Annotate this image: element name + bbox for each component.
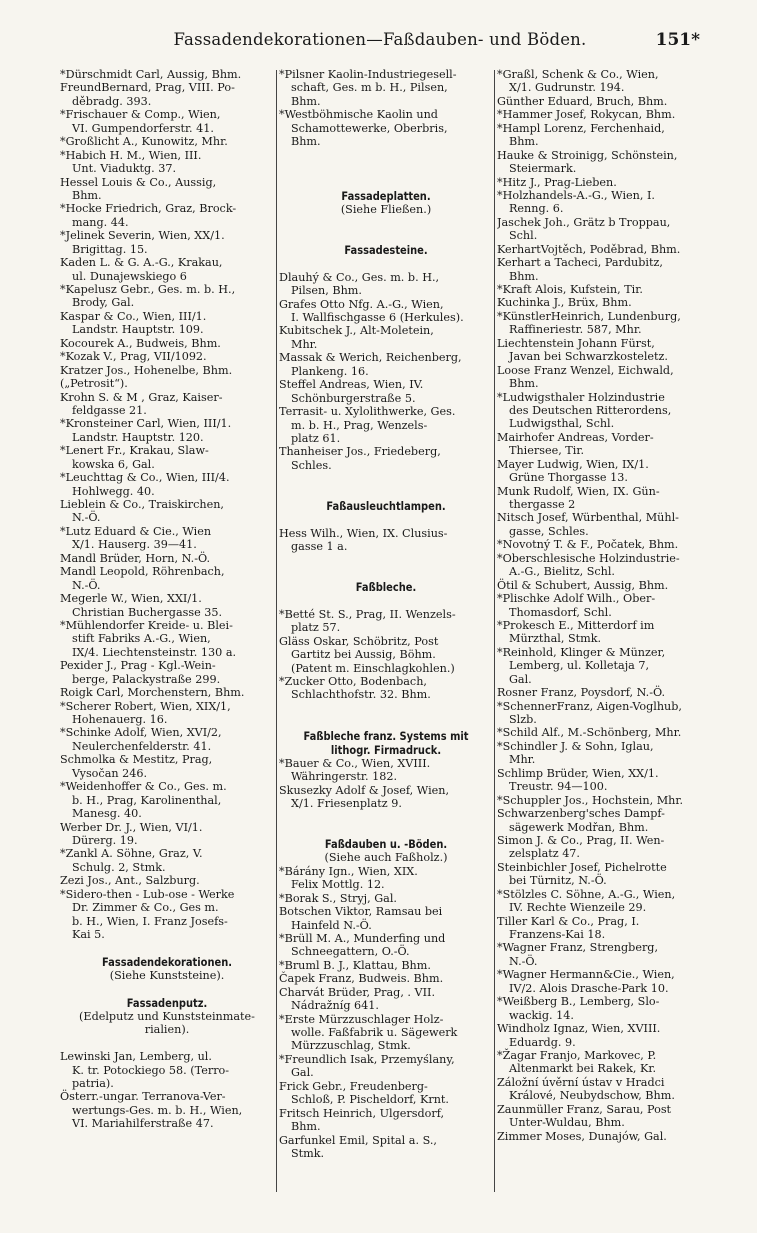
- section-heading: Fassadendekorationen.: [101, 954, 233, 969]
- entry-line: Werber Dr. J., Wien, VI/1.: [60, 820, 203, 834]
- entry-continuation: Lemberg, ul. Kolletaja 7,: [509, 659, 650, 673]
- entry-line: Pexider J., Prag - Kgl.-Wein-: [60, 659, 216, 673]
- entry-continuation: Javan bei Schwarzkosteletz.: [509, 350, 668, 364]
- entry-line: *Bárány Ign., Wien, XIX.: [279, 864, 418, 878]
- section-note: rialien).: [144, 1023, 190, 1037]
- entry-line: *Oberschlesische Holzindustrie-: [497, 551, 680, 565]
- entry-continuation: Schamottewerke, Oberbris,: [291, 121, 448, 135]
- entry-continuation: Landstr. Hauptstr. 120.: [72, 430, 204, 444]
- entry-line: *Jelinek Severin, Wien, XX/1.: [60, 229, 225, 243]
- spacer: [279, 553, 493, 566]
- entry-line: Charvát Brüder, Prag, . VII.: [279, 985, 436, 999]
- entry-continuation: Brigittag. 15.: [72, 242, 148, 256]
- section-note: (Siehe Kunststeine).: [109, 968, 225, 982]
- entry-line: Mairhofer Andreas, Vorder-: [497, 430, 654, 444]
- entry-line: Frick Gebr., Freudenberg-: [279, 1079, 428, 1093]
- entry-line: Skusezky Adolf & Josef, Wien,: [279, 783, 450, 797]
- entry-line: KerhartVojtěch, Poděbrad, Bhm.: [497, 242, 681, 256]
- entry-line: Schmolka & Mestitz, Prag,: [60, 753, 213, 767]
- entry-line: Rosner Franz, Poysdorf, N.-Ö.: [497, 686, 666, 700]
- entry-continuation: Plankeng. 16.: [291, 364, 369, 378]
- entry-continuation: Bhm.: [509, 377, 539, 391]
- entry-line: *Žagar Franjo, Markovec, P.: [497, 1048, 657, 1062]
- entry-line: *Pilsner Kaolin-Industriegesell-: [279, 68, 457, 81]
- entry-continuation: Grüne Thorgasse 13.: [509, 471, 628, 485]
- entry-continuation: Steiermark.: [509, 162, 577, 176]
- section-heading: lithogr. Firmadruck.: [330, 742, 442, 757]
- directory-column-2: [279, 68, 493, 1160]
- entry-line: Liechtenstein Johann Fürst,: [497, 336, 655, 350]
- entry-line: Hess Wilh., Wien, IX. Clusius-: [279, 526, 448, 540]
- entry-continuation: Gal.: [291, 1066, 314, 1080]
- entry-line: *Mühlendorfer Kreide- u. Blei-: [60, 618, 233, 632]
- entry-continuation: Mhr.: [509, 753, 536, 767]
- entry-line: *Schindler J. & Sohn, Iglau,: [497, 739, 654, 753]
- entry-line: *Dürschmidt Carl, Aussig, Bhm.: [60, 68, 242, 81]
- entry-continuation: ul. Dunajewskiego 6: [72, 269, 187, 283]
- entry-line: Tiller Karl & Co., Prag, I.: [497, 914, 640, 928]
- entry-continuation: Thiersee, Tir.: [509, 444, 585, 458]
- entry-line: Munk Rudolf, Wien, IX. Gün-: [497, 484, 660, 498]
- entry-continuation: IV/2. Alois Drasche-Park 10.: [509, 981, 669, 995]
- entry-line: *Frischauer & Comp., Wien,: [60, 108, 221, 122]
- entry-line: *Lenert Fr., Krakau, Slaw-: [60, 444, 209, 458]
- entry-continuation: I. Wallfischgasse 6 (Herkules).: [291, 311, 464, 324]
- entry-line: Kaden L. & G. A.-G., Krakau,: [60, 256, 223, 270]
- entry-continuation: K. tr. Potockiego 58. (Terro-: [72, 1063, 230, 1077]
- entry-line: Zimmer Moses, Dunajów, Gal.: [497, 1129, 667, 1143]
- entry-continuation: platz 61.: [291, 431, 341, 445]
- entry-continuation: thergasse 2: [509, 498, 576, 511]
- entry-continuation: Ludwigsthal, Schl.: [509, 417, 615, 431]
- entry-continuation: b. H., Wien, I. Franz Josefs-: [72, 914, 228, 928]
- entry-line: Loose Franz Wenzel, Eichwald,: [497, 363, 674, 377]
- entry-line: Schlimp Brüder, Wien, XX/1.: [497, 766, 659, 780]
- section-heading: Fassadesteine.: [344, 243, 428, 258]
- entry-continuation: feldgasse 21.: [72, 403, 147, 417]
- entry-continuation: bei Türnitz, N.-Ö.: [509, 874, 607, 888]
- entry-line: *SchennerFranz, Aigen-Voglhub,: [497, 699, 682, 713]
- entry-line: *Plischke Adolf Wilh., Ober-: [497, 592, 656, 606]
- section-heading: Fassadeplatten.: [341, 188, 431, 203]
- entry-line: *Borak S., Stryj, Gal.: [279, 891, 397, 905]
- spacer: [279, 472, 493, 485]
- entry-continuation: berge, Palackystraße 299.: [72, 672, 221, 686]
- entry-continuation: Schl.: [509, 229, 538, 243]
- entry-continuation: A.-G., Bielitz, Schl.: [509, 565, 615, 579]
- entry-line: Botschen Viktor, Ramsau bei: [279, 905, 443, 919]
- entry-continuation: Dr. Zimmer & Co., Ges m.: [72, 901, 219, 915]
- entry-continuation: mang. 44.: [72, 215, 129, 229]
- entry-continuation: děbradg. 393.: [72, 94, 152, 108]
- entry-line: *Zankl A. Söhne, Graz, V.: [60, 847, 203, 861]
- entry-line: Kerhart a Tacheci, Pardubitz,: [497, 256, 663, 270]
- entry-line: *Ludwigsthaler Holzindustrie: [497, 390, 665, 404]
- spacer: [279, 513, 493, 526]
- entry-continuation: X/1. Gudrunstr. 194.: [509, 81, 625, 95]
- entry-line: Lieblein & Co., Traiskirchen,: [60, 498, 224, 511]
- entry-line: Megerle W., Wien, XXI/1.: [60, 592, 202, 606]
- entry-line: *Bruml B. J., Klattau, Bhm.: [279, 958, 431, 972]
- page-title: Fassadendekorationen—Faßdauben- und Böden.: [173, 30, 587, 49]
- entry-continuation: Treustr. 94—100.: [509, 780, 608, 794]
- entry-line: *Scherer Robert, Wien, XIX/1,: [60, 699, 231, 713]
- entry-continuation: stift Fabriks A.-G., Wien,: [72, 632, 211, 646]
- entry-line: *Kapelusz Gebr., Ges. m. b. H.,: [60, 283, 236, 296]
- entry-continuation: patria).: [72, 1076, 114, 1090]
- entry-continuation: Bhm.: [291, 1120, 321, 1134]
- entry-line: Mayer Ludwig, Wien, IX/1.: [497, 457, 649, 471]
- entry-line: *Hocke Friedrich, Graz, Brock-: [60, 202, 237, 216]
- entry-continuation: m. b. H., Prag, Wenzels-: [291, 418, 428, 432]
- spacer: [279, 162, 493, 175]
- entry-line: Hessel Louis & Co., Aussig,: [60, 175, 217, 189]
- entry-continuation: Bhm.: [72, 188, 102, 202]
- entry-continuation: Vysočan 246.: [72, 766, 148, 780]
- section-heading: Faßausleuchtlampen.: [326, 499, 446, 514]
- section-heading: Faßdauben u. -Böden.: [324, 837, 448, 852]
- entry-line: Kubitschek J., Alt-Moletein,: [279, 324, 434, 338]
- column-rule: [276, 70, 277, 1192]
- entry-continuation: Franzens-Kai 18.: [509, 928, 606, 941]
- entry-line: *Freundlich Isak, Przemyślany,: [279, 1052, 455, 1066]
- entry-continuation: gasse 1 a.: [291, 540, 348, 553]
- entry-line: Ötil & Schubert, Aussig, Bhm.: [497, 578, 669, 592]
- entry-continuation: Unt. Viaduktg. 37.: [72, 162, 177, 176]
- entry-continuation: Hohenauerg. 16.: [72, 713, 168, 726]
- entry-line: *Bauer & Co., Wien, XVIII.: [279, 756, 431, 770]
- section-heading: Faßbleche franz. Systems mit: [303, 728, 469, 743]
- page-number: 151*: [655, 30, 700, 50]
- entry-line: Zezi Jos., Ant., Salzburg.: [60, 874, 200, 888]
- spacer: [279, 702, 493, 715]
- entry-line: *Betté St. S., Prag, II. Wenzels-: [279, 607, 456, 621]
- entry-line: *Schild Alf., M.-Schönberg, Mhr.: [497, 726, 682, 740]
- spacer: [279, 257, 493, 270]
- entry-continuation: Landstr. Hauptstr. 109.: [72, 323, 204, 337]
- entry-line: *Leuchttag & Co., Wien, III/4.: [60, 471, 230, 485]
- entry-line: Massak & Werich, Reichenberg,: [279, 351, 462, 365]
- entry-continuation: Schönburgerstraße 5.: [291, 391, 416, 405]
- entry-line: *Weißberg B., Lemberg, Slo-: [497, 995, 660, 1009]
- entry-line: Čapek Franz, Budweis. Bhm.: [279, 972, 444, 986]
- entry-line: Kaspar & Co., Wien, III/1.: [60, 309, 207, 323]
- entry-continuation: platz 57.: [291, 621, 341, 635]
- entry-continuation: Bhm.: [291, 94, 321, 108]
- entry-line: *Weidenhoffer & Co., Ges. m.: [60, 780, 227, 794]
- entry-continuation: Gal.: [509, 672, 532, 686]
- entry-continuation: Mürzzuschlag, Stmk.: [291, 1039, 411, 1053]
- entry-continuation: des Deutschen Ritterordens,: [509, 403, 672, 417]
- entry-line: *Holzhandels-A.-G., Wien, I.: [497, 188, 655, 202]
- page-header: [60, 30, 700, 60]
- entry-line: Fritsch Heinrich, Ulgersdorf,: [279, 1106, 445, 1120]
- entry-continuation: Unter-Wuldau, Bhm.: [509, 1116, 625, 1130]
- entry-line: *Kraft Alois, Kufstein, Tir.: [497, 283, 643, 296]
- section-heading: Fassadenputz.: [126, 995, 208, 1010]
- entry-continuation: Kai 5.: [72, 928, 105, 941]
- entry-line: *Hampl Lorenz, Ferchenhaid,: [497, 121, 665, 135]
- entry-line: *Hammer Josef, Rokycan, Bhm.: [497, 108, 676, 122]
- entry-line: Lewinski Jan, Lemberg, ul.: [60, 1050, 212, 1064]
- entry-line: *Lutz Eduard & Cie., Wien: [60, 524, 212, 538]
- entry-continuation: Pilsen, Bhm.: [291, 284, 362, 298]
- entry-continuation: X/1. Hauserg. 39—41.: [72, 538, 197, 552]
- entry-continuation: Altenmarkt bei Rakek, Kr.: [509, 1062, 657, 1076]
- entry-line: *Schuppler Jos., Hochstein, Mhr.: [497, 793, 684, 807]
- entry-line: *Westböhmische Kaolin und: [279, 108, 438, 122]
- entry-line: Steffel Andreas, Wien, IV.: [279, 378, 424, 392]
- entry-continuation: Mürzthal, Stmk.: [509, 632, 602, 646]
- spacer: [60, 941, 274, 954]
- entry-line: *KünstlerHeinrich, Lundenburg,: [497, 309, 681, 323]
- spacer: [60, 1037, 274, 1050]
- entry-continuation: Brody, Gal.: [72, 296, 135, 310]
- entry-continuation: Christian Buchergasse 35.: [72, 605, 223, 619]
- entry-continuation: Schulg. 2, Stmk.: [72, 860, 166, 874]
- entry-continuation: N.-Ö.: [509, 954, 538, 968]
- entry-line: Kocourek A., Budweis, Bhm.: [60, 336, 221, 350]
- entry-continuation: wertungs-Ges. m. b. H., Wien,: [72, 1103, 243, 1117]
- spacer: [279, 810, 493, 823]
- entry-line: *Hitz J., Prag-Lieben.: [497, 175, 617, 189]
- entry-continuation: N.-Ö.: [72, 511, 101, 525]
- entry-continuation: sägewerk Modřan, Bhm.: [509, 820, 649, 834]
- entry-line: *Stölzles C. Söhne, A.-G., Wien,: [497, 887, 676, 901]
- entry-continuation: Manesg. 40.: [72, 807, 142, 821]
- column-rule: [494, 70, 495, 1192]
- entry-line: *Schinke Adolf, Wien, XVI/2,: [60, 726, 222, 740]
- spacer: [279, 176, 493, 189]
- entry-continuation: (Patent m. Einschlagkohlen.): [291, 661, 455, 675]
- entry-line: Zaunmüller Franz, Sarau, Post: [497, 1102, 672, 1116]
- spacer: [60, 982, 274, 995]
- entry-line: Terrasit- u. Xylolithwerke, Ges.: [279, 405, 456, 419]
- entry-line: Grafes Otto Nfg. A.-G., Wien,: [279, 297, 444, 311]
- section-heading: Faßbleche.: [355, 580, 417, 595]
- entry-continuation: Schloß, P. Pischeldorf, Krnt.: [291, 1093, 449, 1107]
- spacer: [279, 216, 493, 229]
- entry-continuation: wackig. 14.: [509, 1008, 574, 1022]
- entry-line: Kratzer Jos., Hohenelbe, Bhm.: [60, 363, 233, 377]
- entry-line: *Reinhold, Klinger & Münzer,: [497, 645, 666, 659]
- entry-line: *Sidero-then - Lub-ose - Werke: [60, 887, 235, 901]
- entry-continuation: zelsplatz 47.: [509, 847, 580, 861]
- entry-continuation: Bhm.: [509, 269, 539, 283]
- entry-line: Dlauhý & Co., Ges. m. b. H.,: [279, 270, 440, 284]
- entry-line: FreundBernard, Prag, VIII. Po-: [60, 81, 235, 95]
- entry-continuation: kowska 6, Gal.: [72, 457, 155, 471]
- entry-line: *Novotný T. & F., Počatek, Bhm.: [497, 538, 679, 552]
- spacer: [279, 567, 493, 580]
- entry-line: *Kronsteiner Carl, Wien, III/1.: [60, 417, 232, 431]
- entry-continuation: Hainfeld N.-Ö.: [291, 918, 372, 932]
- entry-continuation: N.-Ö.: [72, 578, 101, 592]
- spacer: [279, 486, 493, 499]
- entry-continuation: Schlachthofstr. 32. Bhm.: [291, 688, 431, 702]
- entry-continuation: Eduardg. 9.: [509, 1035, 576, 1049]
- entry-continuation: Dürerg. 19.: [72, 833, 138, 847]
- entry-continuation: Felix Mottlg. 12.: [291, 878, 385, 892]
- entry-continuation: IV. Rechte Wienzeile 29.: [509, 901, 647, 915]
- entry-continuation: IX/4. Liechtensteinstr. 130 a.: [72, 645, 237, 659]
- spacer: [279, 824, 493, 837]
- entry-line: *Wagner Hermann&Cie., Wien,: [497, 968, 675, 982]
- directory-column-1: [60, 68, 274, 1131]
- entry-continuation: VI. Mariahilferstraße 47.: [72, 1117, 214, 1131]
- entry-continuation: Schles.: [291, 458, 332, 472]
- entry-continuation: Mhr.: [291, 337, 318, 351]
- spacer: [279, 715, 493, 728]
- section-note: (Siehe auch Faßholz.): [324, 851, 448, 865]
- entry-line: *Brüll M. A., Munderfing und: [279, 931, 446, 945]
- entry-continuation: schaft, Ges. m b. H., Pilsen,: [291, 81, 448, 95]
- entry-line: *Prokesch E., Mitterdorf im: [497, 618, 655, 632]
- directory-column-3: [497, 68, 707, 1143]
- entry-line: Jaschek Joh., Grätz b Troppau,: [497, 215, 671, 229]
- entry-continuation: b. H., Prag, Karolinenthal,: [72, 793, 222, 807]
- entry-continuation: gasse, Schles.: [509, 524, 589, 538]
- entry-continuation: Bhm.: [509, 135, 539, 149]
- entry-line: *Großlicht A., Kunowitz, Mhr.: [60, 135, 228, 149]
- entry-line: *Kozak V., Prag, VII/1092.: [60, 350, 207, 364]
- entry-continuation: Raffineriestr. 587, Mhr.: [509, 323, 642, 337]
- entry-continuation: Neulerchenfelderstr. 41.: [72, 739, 212, 753]
- entry-line: Krohn S. & M , Graz, Kaiser-: [60, 390, 223, 404]
- entry-line: Windholz Ignaz, Wien, XVIII.: [497, 1022, 661, 1036]
- entry-continuation: VI. Gumpendorferstr. 41.: [72, 121, 214, 135]
- entry-line: *Graßl, Schenk & Co., Wien,: [497, 68, 659, 81]
- entry-line: („Petrosit“).: [60, 377, 128, 391]
- entry-continuation: X/1. Friesenplatz 9.: [291, 797, 402, 810]
- entry-continuation: Hohlwegg. 40.: [72, 484, 155, 498]
- section-note: (Siehe Fließen.): [340, 202, 432, 216]
- entry-line: Kuchinka J., Brüx, Bhm.: [497, 296, 632, 310]
- entry-line: Thanheiser Jos., Friedeberg,: [279, 445, 441, 459]
- entry-line: *Wagner Franz, Strengberg,: [497, 941, 659, 955]
- entry-continuation: Renng. 6.: [509, 202, 564, 216]
- entry-line: Schwarzenberg'sches Dampf-: [497, 807, 665, 821]
- entry-line: Hauke & Stroinigg, Schönstein,: [497, 148, 678, 162]
- entry-line: Steinbichler Josef, Pichelrotte: [497, 860, 667, 874]
- entry-line: *Erste Mürzzuschlager Holz-: [279, 1012, 444, 1026]
- entry-continuation: Thomasdorf, Schl.: [509, 605, 612, 619]
- entry-continuation: Králové, Neubydschow, Bhm.: [509, 1089, 675, 1103]
- spacer: [279, 594, 493, 607]
- section-note: (Edelputz und Kunststeinmate-: [79, 1009, 255, 1023]
- entry-line: Záložní úvěrní ústav v Hradci: [497, 1075, 665, 1089]
- entry-continuation: Stmk.: [291, 1146, 325, 1160]
- entry-line: Mandl Brüder, Horn, N.-Ö.: [60, 551, 211, 565]
- entry-continuation: Gartitz bei Aussig, Böhm.: [291, 648, 436, 662]
- entry-line: *Habich H. M., Wien, III.: [60, 148, 202, 162]
- entry-line: *Zucker Otto, Bodenbach,: [279, 674, 427, 688]
- entry-continuation: Schneegattern, O.-Ö.: [291, 945, 410, 959]
- spacer: [279, 230, 493, 243]
- entry-line: Gläss Oskar, Schöbritz, Post: [279, 634, 439, 648]
- entry-line: Mandl Leopold, Röhrenbach,: [60, 565, 225, 579]
- entry-line: Roigk Carl, Morchenstern, Bhm.: [60, 686, 245, 700]
- entry-line: Österr.-ungar. Terranova-Ver-: [60, 1090, 226, 1104]
- entry-continuation: Währingerstr. 182.: [291, 770, 398, 784]
- entry-continuation: Nádražníg 641.: [291, 999, 379, 1013]
- entry-continuation: Bhm.: [291, 135, 321, 149]
- entry-line: Simon J. & Co., Prag, II. Wen-: [497, 833, 665, 847]
- entry-line: Garfunkel Emil, Spital a. S.,: [279, 1133, 437, 1147]
- spacer: [279, 149, 493, 162]
- entry-line: Nitsch Josef, Würbenthal, Mühl-: [497, 511, 679, 525]
- entry-continuation: wolle. Faßfabrik u. Sägewerk: [291, 1026, 458, 1039]
- entry-continuation: Slzb.: [509, 713, 537, 726]
- entry-line: Günther Eduard, Bruch, Bhm.: [497, 94, 668, 108]
